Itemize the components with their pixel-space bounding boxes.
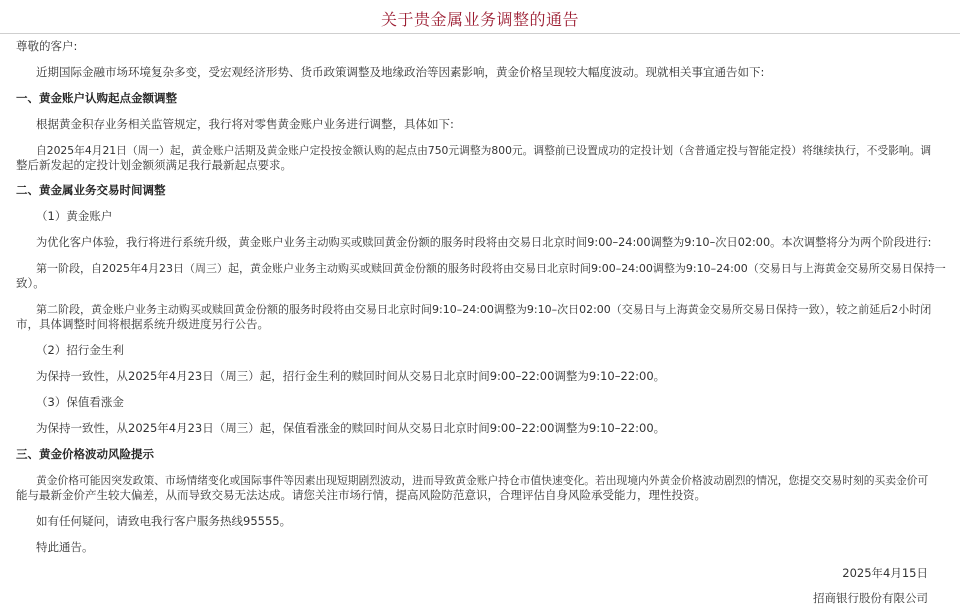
closing-text: 特此通告。 [36,540,94,554]
jinshengli-label: （2）招行金生利 [36,343,124,357]
stage-1-line-1: 第一阶段，自2025年4月23日（周三）起，黄金账户业务主动购买或赎回黄金份额的服务时段将由交易日北京时间9:00–24:00调整为9:10–24:00（交易日与上海黄金交易所交易日保持一 [36,262,946,275]
section-1-paragraph-1: 根据黄金积存业务相关监管规定，我行将对零售黄金账户业务进行调整，具体如下: [36,117,454,131]
section-1-paragraph-2-line-2: 整后新发起的定投计划金额须满足我行最新起点要求。 [16,158,292,172]
intro-paragraph: 近期国际金融市场环境复杂多变，受宏观经济形势、货币政策调整及地缘政治等因素影响，黄金价格呈现较大幅度波动。现就相关事宜通告如下: [36,65,765,79]
notice-title: 关于贵金属业务调整的通告 [380,10,579,29]
section-3-heading: 三、黄金价格波动风险提示 [16,447,154,461]
jinshengli-paragraph: 为保持一致性，从2025年4月23日（周三）起，招行金生利的赎回时间从交易日北京时间9:00–22:00调整为9:10–22:00。 [36,369,666,383]
baozhi-kanzhangjin-paragraph: 为保持一致性，从2025年4月23日（周三）起，保值看涨金的赎回时间从交易日北京时间9:00–22:00调整为9:10–22:00。 [36,421,666,435]
issuer-name: 招商银行股份有限公司 [813,591,928,605]
title-divider [0,33,960,34]
baozhi-kanzhangjin-label: （3）保值看涨金 [36,395,124,409]
stage-1-line-2: 致）。 [16,276,45,290]
risk-paragraph-line-2: 能与最新金价产生较大偏差，从而导致交易无法达成。请您关注市场行情，提高风险防范意识，合理评估自身风险承受能力，理性投资。 [16,488,706,502]
section-2-heading: 二、黄金属业务交易时间调整 [16,183,166,197]
contact-paragraph: 如有任何疑问，请致电我行客户服务热线95555。 [36,514,292,528]
stage-2-line-2: 市，具体调整时间将根据系统升级进度另行公告。 [16,317,269,331]
greeting: 尊敬的客户: [16,39,78,53]
stage-2-line-1: 第二阶段，黄金账户业务主动购买或赎回黄金份额的服务时段将由交易日北京时间9:10–24:00调整为9:10–次日02:00（交易日与上海黄金交易所交易日保持一致），较之前延后2小时闭 [36,303,932,316]
section-1-paragraph-2-line-1: 自2025年4月21日（周一）起，黄金账户活期及黄金账户定投按金额认购的起点由750元调整为800元。调整前已设置成功的定投计划（含普通定投与智能定投）将继续执行，不受影响。调 [36,144,932,157]
notice-date: 2025年4月15日 [842,566,928,580]
risk-paragraph-line-1: 黄金价格可能因突发政策、市场情绪变化或国际事件等因素出现短期剧烈波动，进而导致黄金账户持仓市值快速变化。若出现境内外黄金价格波动剧烈的情况，您提交交易时刻的买卖金价可 [36,474,929,487]
gold-account-paragraph-1: 为优化客户体验，我行将进行系统升级，黄金账户业务主动购买或赎回黄金份额的服务时段将由交易日北京时间9:00–24:00调整为9:10–次日02:00。本次调整将分为两个阶段进行: [36,236,932,249]
gold-account-label: （1）黄金账户 [36,209,113,223]
section-1-heading: 一、黄金账户认购起点金额调整 [16,91,177,105]
